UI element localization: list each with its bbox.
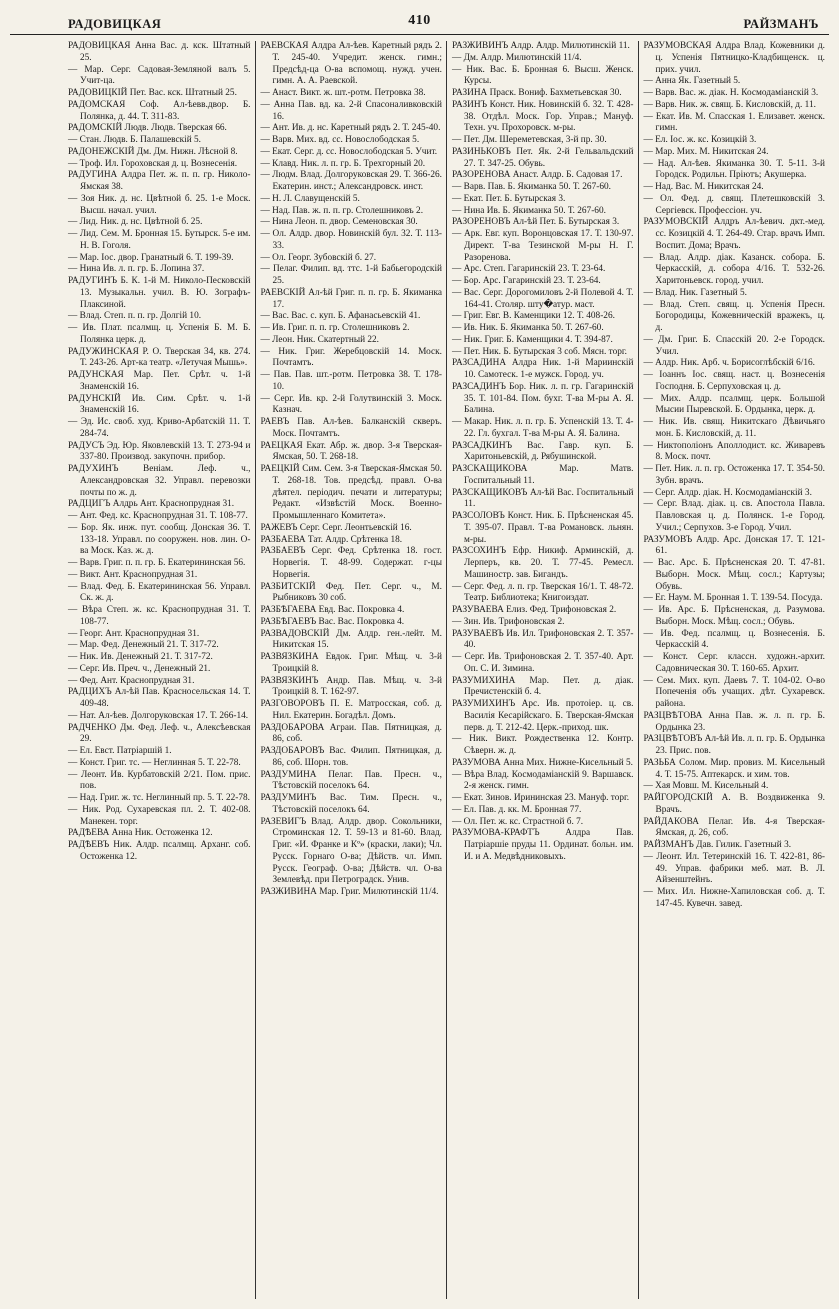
directory-entry: — Ник. Род. Сухаревская пл. 2. Т. 402-08. Манекен. торг. <box>68 804 251 827</box>
directory-entry: — Ник. Ив. свящ. Никитскаго Дѣвичьяго мон. Б. Кисловскій, д. 11. <box>643 417 825 439</box>
columns <box>10 41 829 1299</box>
directory-entry: — Клавд. Ник. л. п. гр. Б. Трехгорный 20. <box>260 158 426 169</box>
directory-entry: — Мар. Серг. Садовая-Земляной валъ 5. Учит-ца. <box>68 64 251 87</box>
directory-entry: — Анна Як. Газетный 5. <box>643 76 741 87</box>
directory-entry: РАЗСКАЩИКОВЪ Ал-ѣй Вас. Госпитальный 11. <box>452 487 634 510</box>
directory-entry: — Серг. Ив. Преч. ч., Денежный 21. <box>68 663 211 674</box>
directory-entry: РАЗУМОВЪ Алдр. Арс. Донская 17. Т. 121-61. <box>643 534 825 557</box>
directory-entry: РАЕЦКАЯ Екат. Абр. ж. двор. 3-я Тверская-Ямская, 50. Т. 268-18. <box>260 440 442 463</box>
directory-entry: РАЗВЯЗКИНЪ Андр. Пав. Мѣщ. ч. 3-й Троицкій 8. Т. 162-97. <box>260 675 442 698</box>
directory-entry: РАЗСАДКИНЪ Вас. Гавр. куп. Б. Харитоньевскій, д. Рябушинской. <box>452 440 634 463</box>
directory-entry: РАДОМСКАЯ Соф. Ал-ѣевв.двор. Б. Полянка, д. 44. Т. 311-83. <box>68 99 251 122</box>
directory-entry: РАЗОРЕНОВА Анаст. Алдр. Б. Садовая 17. <box>452 170 623 181</box>
directory-entry: — Мих. Алдр. псалмщ. церк. Большой Мысии Пыревской. Б. Ордынка, церк. д. <box>643 393 825 416</box>
directory-entry: — Ол. Пет. ж. кс. Страстной б. 7. <box>452 816 584 827</box>
directory-entry: — Эд. Ис. своб. худ. Криво-Арбатскій 11. Т. 284-74. <box>68 417 251 439</box>
directory-entry: РАЗСАДИНА Алдра Ник. 1-й Мариинскій 10. Самотеск. 1-е мужск. Город. уч. <box>452 358 634 380</box>
directory-entry: РАДУНСКІЙ Ив. Сим. Срѣт. ч. 1-й Знаменскій 16. <box>68 393 251 416</box>
directory-entry: — Мар. Фед. Денежный 21. Т. 317-72. <box>68 640 219 651</box>
directory-entry: — Григ. Евг. В. Каменщики 12. Т. 408-26. <box>452 311 615 322</box>
directory-entry: — Бор. Арс. Гагаринскій 23. Т. 23-64. <box>452 276 601 286</box>
directory-entry: — Ник. Вас. Б. Бронная 6. Высш. Женск. Курсы. <box>452 64 634 87</box>
directory-entry: — Ег. Наум. М. Бронная 1. Т. 139-54. Посуда. <box>643 593 823 604</box>
directory-entry: — Леонт. Ил. Тетеринскій 16. Т. 422-81, 86-49. Управ. фабрики меб. мат. В. Л. Айзенштейнъ. <box>643 851 825 886</box>
directory-entry: РАЗЦВѢТОВЪ Ал-ѣй Ив. л. п. гр. Б. Ордынка 23. Прис. пов. <box>643 734 825 756</box>
directory-entry: РАЗСАДИНЪ Бор. Ник. л. п. гр. Гагаринскій 35. Т. 101-84. Пом. бухг. Т-ва М-ры А. Я. Балина. <box>452 381 634 416</box>
directory-entry: — Пет. Дм. Шереметевская, 3-й пр. 30. <box>452 135 607 145</box>
directory-entry: — Влад. Степ. свящ. ц. Успенія Пресн. Богородицы, Кожевническій вражекъ, ц. д. <box>643 299 825 333</box>
directory-entry: — Над. Ал-ѣев. Якиманка 30. Т. 5-11. 3-й Городск. Родильн. Пріютъ; Акушерка. <box>643 158 825 181</box>
directory-entry: — Над. Григ. ж. тс. Неглинный пр. 5. Т. 22-78. <box>68 793 250 803</box>
directory-entry: РАЗГОВОРОВЪ П. Е. Матросская, соб. д. Нил. Екатерин. Богадѣл. Домъ. <box>260 699 442 721</box>
column-1 <box>10 41 255 1299</box>
directory-entry: РАЗУМОВСКІЙ Алдръ Ал-ѣевич. дкт.-мед. сс. Козицкій 4. Т. 264-49. Стар. врачъ Имп. Воспит. Дома; Врачъ. <box>643 217 825 251</box>
directory-entry: — Макар. Ник. л. п. гр. Б. Успенскій 13. Т. 4-22. Гл. бухгал. Т-ва М-ры А. Я. Балина. <box>452 417 634 439</box>
directory-entry: — Ив. Григ. п. п. гр. Столешниковъ 2. <box>260 323 410 333</box>
directory-entry: РАЗУВАЕВА Елиз. Фед. Трифоновская 2. <box>452 605 617 615</box>
directory-entry: — Анна Пав. вд. ка. 2-й Спасоналивковскій 16. <box>260 99 442 122</box>
directory-entry: — Влад. Ник. Газетный 5. <box>643 287 747 298</box>
directory-entry: — Вас. Арс. Б. Прѣсненская 20. Т. 47-81. Выборн. Моск. Мѣщ. сосл.; Картузы; Обувь. <box>643 558 825 592</box>
directory-entry: — Леон. Ник. Скатертный 22. <box>260 334 379 345</box>
directory-entry: РАДѢЕВА Анна Ник. Остоженка 12. <box>68 828 213 839</box>
directory-entry: — Вѣра Степ. ж. кс. Краснопрудная 31. Т. 108-77. <box>68 605 251 627</box>
directory-entry: — Ол. Георг. Зубовскій б. 27. <box>260 252 377 263</box>
directory-entry: РАЗУМОВА-КРАФТЪ Алдра Пав. Патріаршіе пруды 11. Ординат. больн. им. И. и А. Медвѣдниковыхъ. <box>452 828 634 862</box>
directory-entry: — Варв. Пав. Б. Якиманка 50. Т. 267-60. <box>452 182 611 192</box>
directory-entry: — Мих. Ил. Нижне-Хапиловская соб. д. Т. 147-45. Кувечн. завед. <box>643 887 825 909</box>
directory-entry: РАЕВСКІЙ Ал-ѣй Григ. п. п. гр. Б. Якиманка 17. <box>260 287 442 310</box>
directory-entry: РАДОВИЦКАЯ Анна Вас. д. кск. Штатный 25. <box>68 41 251 63</box>
directory-entry: РАЗУМОВСКАЯ Алдра Влад. Кожевники д. ц. Успенія Пятницко-Кладбищенск. ц. прих. учил. <box>643 41 825 75</box>
directory-entry: — Екат. Пет. Б. Бутырская 3. <box>452 193 566 204</box>
directory-entry: — Георг. Ант. Краснопрудная 31. <box>68 628 200 639</box>
directory-entry: — Лид. Сем. М. Бронная 15. Бутырск. 5-е им. Н. В. Гоголя. <box>68 229 251 251</box>
directory-entry: РАЗИНЪ Конст. Ник. Новинскій б. 32. Т. 428-38. Отдѣл. Моск. Гор. Управ.; Мануф. Техн. уч. Прохоровск. м-ры. <box>452 99 634 134</box>
page-number: 410 <box>408 13 431 28</box>
page-header <box>10 8 829 35</box>
directory-entry: — Ив. Ник. Б. Якиманка 50. Т. 267-60. <box>452 323 604 333</box>
column-4 <box>638 41 830 1299</box>
directory-entry: — Дм. Григ. Б. Спасскій 20. 2-е Городск. Учил. <box>643 334 825 357</box>
directory-entry: РАДУГИНЪ Б. К. 1-й М. Николо-Песковскій 13. Музыкальн. учил. В. Ю. Зографъ-Плаксиной. <box>68 276 251 310</box>
directory-entry: РАЗЖИВИНА Мар. Григ. Милютинскій 11/4. <box>260 887 439 897</box>
directory-entry: — Зин. Ив. Трифоновская 2. <box>452 616 565 627</box>
directory-entry: — Серг. Ив. кр. 2-й Голутвинскій 3. Моск. Казнач. <box>260 393 442 416</box>
directory-entry: РАЗБѢГАЕВЪ Вас. Вас. Покровка 4. <box>260 616 405 627</box>
directory-entry: — Троф. Ил. Гороховская д. ц. Вознесенія. <box>68 158 238 169</box>
header-right-keyword: РАЙЗМАНЪ <box>743 17 819 31</box>
directory-entry: — Ант. Фед. кс. Краснопрудная 31. Т. 108-77. <box>68 511 248 521</box>
directory-entry: РАЗЖИВИНЪ Алдр. Алдр. Милютинскій 11. <box>452 41 630 51</box>
directory-entry: — Ел. Іос. ж. кс. Козицкій 3. <box>643 135 757 145</box>
directory-entry: РАЙДАКОВА Пелаг. Ив. 4-я Тверская-Ямская, д. 26, соб. <box>643 816 825 839</box>
directory-entry: РАЗВАДОВСКІЙ Дм. Алдр. ген.-лейт. М. Никитская 15. <box>260 628 442 651</box>
directory-entry: РАЗУМОВА Анна Мих. Нижне-Кисельный 5. <box>452 757 633 768</box>
directory-entry: — Леонт. Ив. Курбатовскій 2/21. Пом. прис. пов. <box>68 769 251 792</box>
directory-entry: — Влад. Фед. Б. Екатерининская 56. Управл. Ск. ж. д. <box>68 581 251 604</box>
directory-entry: — Пав. Пав. шт.-ротм. Петровка 38. Т. 178-10. <box>260 370 442 392</box>
directory-entry: — Серг. Фед. л. п. гр. Тверская 16/1. Т. 48-72. Театр. Библиотека; Книгоиздат. <box>452 581 634 604</box>
directory-entry: РАЕВЪ Пав. Ал-ѣев. Балканскій скверъ. Моск. Почтамтъ. <box>260 417 442 439</box>
directory-entry: РАЙГОРОДСКІЙ А. В. Воздвиженка 9. Врачъ. <box>643 793 825 815</box>
directory-entry: РАЗЦВѢТОВА Анна Пав. ж. л. п. гр. Б. Ордынка 23. <box>643 710 825 733</box>
directory-entry: РАЗДОБАРОВА Аграи. Пав. Пятницкая, д. 86, соб. <box>260 722 442 745</box>
directory-entry: — Ол. Алдр. двор. Новинскій бул. 32. Т. 113-33. <box>260 229 442 251</box>
directory-entry: РАЗИНА Праск. Вониф. Бахметьевская 30. <box>452 88 622 98</box>
directory-entry: — Нат. Ал-ѣев. Долгоруковская 17. Т. 266-14. <box>68 710 249 721</box>
directory-entry: — Конст. Серг. классн. художн.-архит. Садовническая 30. Т. 160-65. Архит. <box>643 652 825 674</box>
directory-entry: — Алдр. Ник. Арб. ч. Борисоглѣбскій 6/16. <box>643 358 815 369</box>
directory-entry: — Вас. Серг. Дорогомиловъ 2-й Полевой 4. Т. 164-41. Столяр. шту�атур. маст. <box>452 287 634 310</box>
directory-entry: — Нина Ив. л. п. гр. Б. Лопина 37. <box>68 264 205 275</box>
directory-entry: — Конст. Григ. тс. — Неглинная 5. Т. 22-78. <box>68 757 241 768</box>
directory-entry: РАДЦИХЪ Ал-ѣй Пав. Красносельская 14. Т. 409-48. <box>68 687 251 709</box>
directory-entry: РАЗУМИХИНЪ Арс. Ив. протоіер. ц. св. Василія Кесарійскаго. Б. Тверская-Ямская перв. д. Т. 212-42. Церк.-приход. шк. <box>452 699 634 733</box>
directory-entry: — Хая Мовш. М. Кисельный 4. <box>643 781 769 792</box>
directory-entry: РАЗУВАЕВЪ Ив. Ил. Трифоновская 2. Т. 357-40. <box>452 628 634 651</box>
directory-entry: — Влад. Степ. п. п. гр. Долгій 10. <box>68 311 202 322</box>
directory-entry: — Викт. Ант. Краснопрудная 31. <box>68 569 198 580</box>
directory-entry: — Серг. Ив. Трифоновская 2. Т. 357-40. Арт. Оп. С. И. Зимина. <box>452 652 634 674</box>
directory-entry: РАЗУМИХИНА Мар. Пет. д. діак. Пречистенскій б. 4. <box>452 675 634 698</box>
column-3 <box>446 41 638 1299</box>
directory-entry: — Ник. Григ. Жеребцовскій 14. Моск. Почтамтъ. <box>260 346 442 369</box>
directory-entry: — Фед. Ант. Краснопрудная 31. <box>68 675 195 686</box>
directory-entry: — Іоаннъ Іос. свящ. наст. ц. Вознесенія Господня. Б. Серпуховская ц. д. <box>643 370 825 392</box>
directory-entry: — Варв. Григ. п. п. гр. Б. Екатерининская 56. <box>68 558 246 568</box>
directory-entry: РАЗДУМИНА Пелаг. Пав. Пресн. ч., Тѣстовскій поселокъ 64. <box>260 769 442 792</box>
directory-entry: — Ол. Фед. д. свящ. Плетешковскій 3. Сергіевск. Профессіон. уч. <box>643 193 825 216</box>
directory-entry: — Вас. Вас. с. куп. Б. Афанасьевскій 41. <box>260 311 421 322</box>
directory-entry: — Ив. Плат. псалмщ. ц. Успенія Б. М. Б. Полянка церк. д. <box>68 323 251 345</box>
directory-entry: РАЖЕВЪ Серг. Серг. Леонтьевскій 16. <box>260 522 412 533</box>
directory-entry: РАЗСОЛОВЪ Конст. Ник. Б. Прѣсненская 45. Т. 395-07. Правл. Т-ва Романовск. льнян. м-ры. <box>452 511 634 545</box>
directory-entry: — Екат. Зинов. Ирининская 23. Мануф. торг. <box>452 793 630 803</box>
column-2 <box>255 41 447 1299</box>
directory-entry: РАДЦИГЪ Алдрь Ант. Краснопрудная 31. <box>68 499 235 510</box>
directory-entry: — Над. Пав. ж. п. п. гр. Столешниковъ 2. <box>260 205 424 216</box>
directory-entry: РАДУХИНЪ Веніам. Леф. ч., Александровская 32. Управл. перевозки почты по ж. д. <box>68 464 251 498</box>
directory-entry: РАЗИНЬКОВЪ Пет. Як. 2-й Гельвальдский 27. Т. 347-25. Обувь. <box>452 146 634 169</box>
directory-entry: — Арс. Степ. Гагаринскій 23. Т. 23-64. <box>452 264 606 275</box>
directory-entry: — Арк. Евг. куп. Воронцовская 17. Т. 130-97. Директ. Т-ва Тезинской М-ры Н. Г. Разоренова. <box>452 229 634 263</box>
directory-entry: — Анаст. Викт. ж. шт.-ротм. Петровка 38. <box>260 88 426 98</box>
directory-entry: — Екат. Ив. М. Спасская 1. Елизавет. женск. гимн. <box>643 111 825 134</box>
directory-entry: — Вѣра Влад. Космодаміанскій 9. Варшавск. 2-я женск. гимн. <box>452 769 634 792</box>
directory-entry: — Екат. Серг. д. сс. Новослободская 5. Учит. <box>260 146 438 157</box>
directory-entry: РАЗВЯЗКИНА Евдок. Григ. Мѣщ. ч. 3-й Троицкій 8. <box>260 652 442 674</box>
directory-entry: РАДОНЕЖСКІЙ Дм. Дм. Нижн. Лѣсной 8. <box>68 146 238 157</box>
directory-entry: — Мар. Іос. двор. Гранатный 6. Т. 199-39. <box>68 252 234 263</box>
directory-entry: — Над. Вас. М. Никитская 24. <box>643 182 764 192</box>
directory-entry: РАЕВСКАЯ Алдра Ал-ѣев. Каретный рядъ 2. Т. 245-40. Учредит. женск. гимн.; Предсѣд-ца О-ва вспомощ. нужд. учен. гимн. А. А. Раевской. <box>260 41 442 87</box>
directory-entry: РАДУНСКАЯ Мар. Пет. Срѣт. ч. 1-й Знаменскій 16. <box>68 370 251 392</box>
directory-entry: РАДЧЕНКО Дм. Фед. Леф. ч., Алексѣевская 29. <box>68 722 251 745</box>
directory-entry: РАЗБѢГАЕВА Евд. Вас. Покровка 4. <box>260 605 405 615</box>
directory-entry: РАДОМСКІЙ Людв. Людв. Тверская 66. <box>68 123 227 134</box>
directory-entry: — Пет. Ник. Б. Бутырская 3 соб. Мясн. торг. <box>452 346 628 357</box>
directory-entry: — Ел. Евст. Патріаршій 1. <box>68 746 172 756</box>
directory-entry: — Нина Ив. Б. Якиманка 50. Т. 267-60. <box>452 205 606 216</box>
directory-entry: — Ник. Ив. Денежный 21. Т. 317-72. <box>68 652 213 662</box>
directory-entry: РАДОВИЦКІЙ Пет. Вас. кск. Штатный 25. <box>68 88 237 98</box>
directory-entry: РАЗСОХИНЪ Ефр. Никиф. Арминскій, д. Лерперъ, кв. 20. Т. 77-45. Ремесл. Машиностр. зав. Бигандъ. <box>452 546 634 580</box>
directory-entry: — Пелаг. Филип. вд. ттс. 1-й Бабьегородскій 25. <box>260 264 442 286</box>
directory-entry: — Варв. Ник. ж. свящ. Б. Кисловскій, д. 11. <box>643 99 816 110</box>
directory-entry: РАЗБАЕВА Тат. Алдр. Срѣтенка 18. <box>260 534 403 545</box>
directory-entry: — Серг. Алдр. діак. Н. Космодаміанскій 3. <box>643 487 812 498</box>
directory-entry: РАЗСКАЩИКОВА Мар. Матв. Госпитальный 11. <box>452 464 634 486</box>
directory-entry: — Ел. Пав. д. кк. М. Бронная 77. <box>452 804 582 815</box>
directory-entry: — Никтополіонъ Аполлодист. кс. Живаревъ 8. Моск. почт. <box>643 440 825 463</box>
directory-entry: — Варв. Вас. ж. діак. Н. Космодаміанскій 3. <box>643 88 819 98</box>
directory-entry: — Н. Л. Славущенскій 5. <box>260 193 360 204</box>
directory-entry: — Зоя Ник. д. нс. Цвѣтной б. 25. 1-е Моск. Высш. начал. учил. <box>68 193 251 216</box>
directory-entry: — Сем. Мих. куп. Даевъ 7. Т. 104-02. О-во Попеченія объ учащих. дѣт. Сухаревск. района. <box>643 675 825 709</box>
directory-entry: РАЗДОБАРОВЪ Вас. Филип. Пятницкая, д. 86, соб. Шорн. тов. <box>260 746 442 768</box>
directory-entry: — Ник. Викт. Рождественка 12. Контр. Сѣверн. ж. д. <box>452 734 634 756</box>
directory-entry: РАДУСЪ Эд. Юр. Яковлевскій 13. Т. 273-94 и 337-80. Производ. закупочн. прибор. <box>68 440 251 463</box>
directory-entry: — Стан. Людв. Б. Палашевскій 5. <box>68 135 201 145</box>
directory-entry: — Лид. Ник. д. нс. Цвѣтной б. 25. <box>68 217 203 228</box>
directory-entry: РАЗДУМИНЪ Вас. Тим. Пресн. ч., Тѣстовскій поселокъ 64. <box>260 793 442 815</box>
directory-entry: РАЗЬБА Солом. Мир. провиз. М. Кисельный 4. Т. 15-75. Аптекарск. и хим. тов. <box>643 757 825 780</box>
directory-entry: — Пет. Ник. л. п. гр. Остоженка 17. Т. 354-50. Зубн. врачъ. <box>643 464 825 486</box>
header-left-keyword: РАДОВИЦКАЯ <box>68 17 162 31</box>
directory-entry: РАЗБИТСКІЙ Фед. Пет. Серг. ч., М. Рыбниковъ 30 соб. <box>260 581 442 604</box>
directory-entry: РАЙЗМАНЪ Дав. Гилик. Газетный 3. <box>643 840 792 850</box>
directory-entry: РАДУГИНА Алдра Пет. ж. п. п. гр. Николо-Ямская 38. <box>68 170 251 192</box>
directory-entry: — Ив. Арс. Б. Прѣсненская, д. Разумова. Выборн. Моск. Мѣщ. сосл.; Обувь. <box>643 605 825 627</box>
directory-entry: РАДѢЕВЪ Ник. Алдр. псалмщ. Арханг. соб. Остоженка 12. <box>68 840 251 862</box>
directory-entry: — Нина Леон. п. двор. Семеновская 30. <box>260 217 418 228</box>
directory-entry: — Людм. Влад. Долгоруковская 29. Т. 366-26. Екатерин. инст.; Александровск. инст. <box>260 170 442 192</box>
directory-entry: РАЗОРЕНОВЪ Ал-ѣй Пет. Б. Бутырская 3. <box>452 217 620 228</box>
directory-entry: РАЗЕВИГЪ Влад. Алдр. двор. Сокольники, Строминская 12. Т. 59-13 и 81-60. Влад. Григ. «И. Франке и Кº» (краски, лаки); Чл. Русск. Горнаго О-ва; Дѣйств. чл. Имп. Русск. Географ. О-ва; Дѣйств. чл. О-ва Землевѣд. при Петроградск. Унив. <box>260 816 442 886</box>
directory-entry: — Мар. Мих. М. Никитская 24. <box>643 146 769 157</box>
directory-entry: — Ив. Фед. псалмщ. ц. Вознесенія. Б. Черкасскій 4. <box>643 628 825 651</box>
directory-entry: РАДУЖИНСКАЯ Р. О. Тверская 34, кв. 274. Т. 243-26. Арт-ка театр. «Летучая Мышь». <box>68 346 251 369</box>
directory-entry: — Влад. Алдр. діак. Казанск. собора. Б. Черкасскій, д. собора 4/16. Т. 532-26. Харитоньевск. город. учил. <box>643 252 825 286</box>
directory-entry: РАЕЦКІЙ Сим. Сем. 3-я Тверская-Ямская 50. Т. 268-18. Тов. предсѣд. правл. О-ва дѣятел. періодич. печати и литературы; Редакт. «Извѣстій Моск. Военно-Промышленнаго Комитета». <box>260 464 442 521</box>
directory-entry: — Ант. Ив. д. нс. Каретный рядъ 2. Т. 245-40. <box>260 123 441 134</box>
directory-entry: — Серг. Влад. діак. ц. св. Апостола Павла. Павловская ц. д. Полянск. 1-е Город. Учил.; Серпухов. 3-е Город. Учил. <box>643 499 825 533</box>
directory-entry: — Варв. Мих. вд. сс. Новослободская 5. <box>260 135 420 145</box>
directory-entry: — Дм. Алдр. Милютинскій 11/4. <box>452 52 582 63</box>
directory-entry: — Ник. Григ. Б. Каменщики 4. Т. 394-87. <box>452 334 613 345</box>
directory-entry: — Бор. Як. инж. пут. сообщ. Донская 36. Т. 133-18. Управл. по сооружен. нов. лин. О-ва Моск. Каз. ж. д. <box>68 522 251 557</box>
directory-entry: РАЗБАЕВЪ Серг. Фед. Срѣтенка 18. гост. Норвегія. Т. 48-99. Содержат. г-цы Норвегія. <box>260 546 442 580</box>
